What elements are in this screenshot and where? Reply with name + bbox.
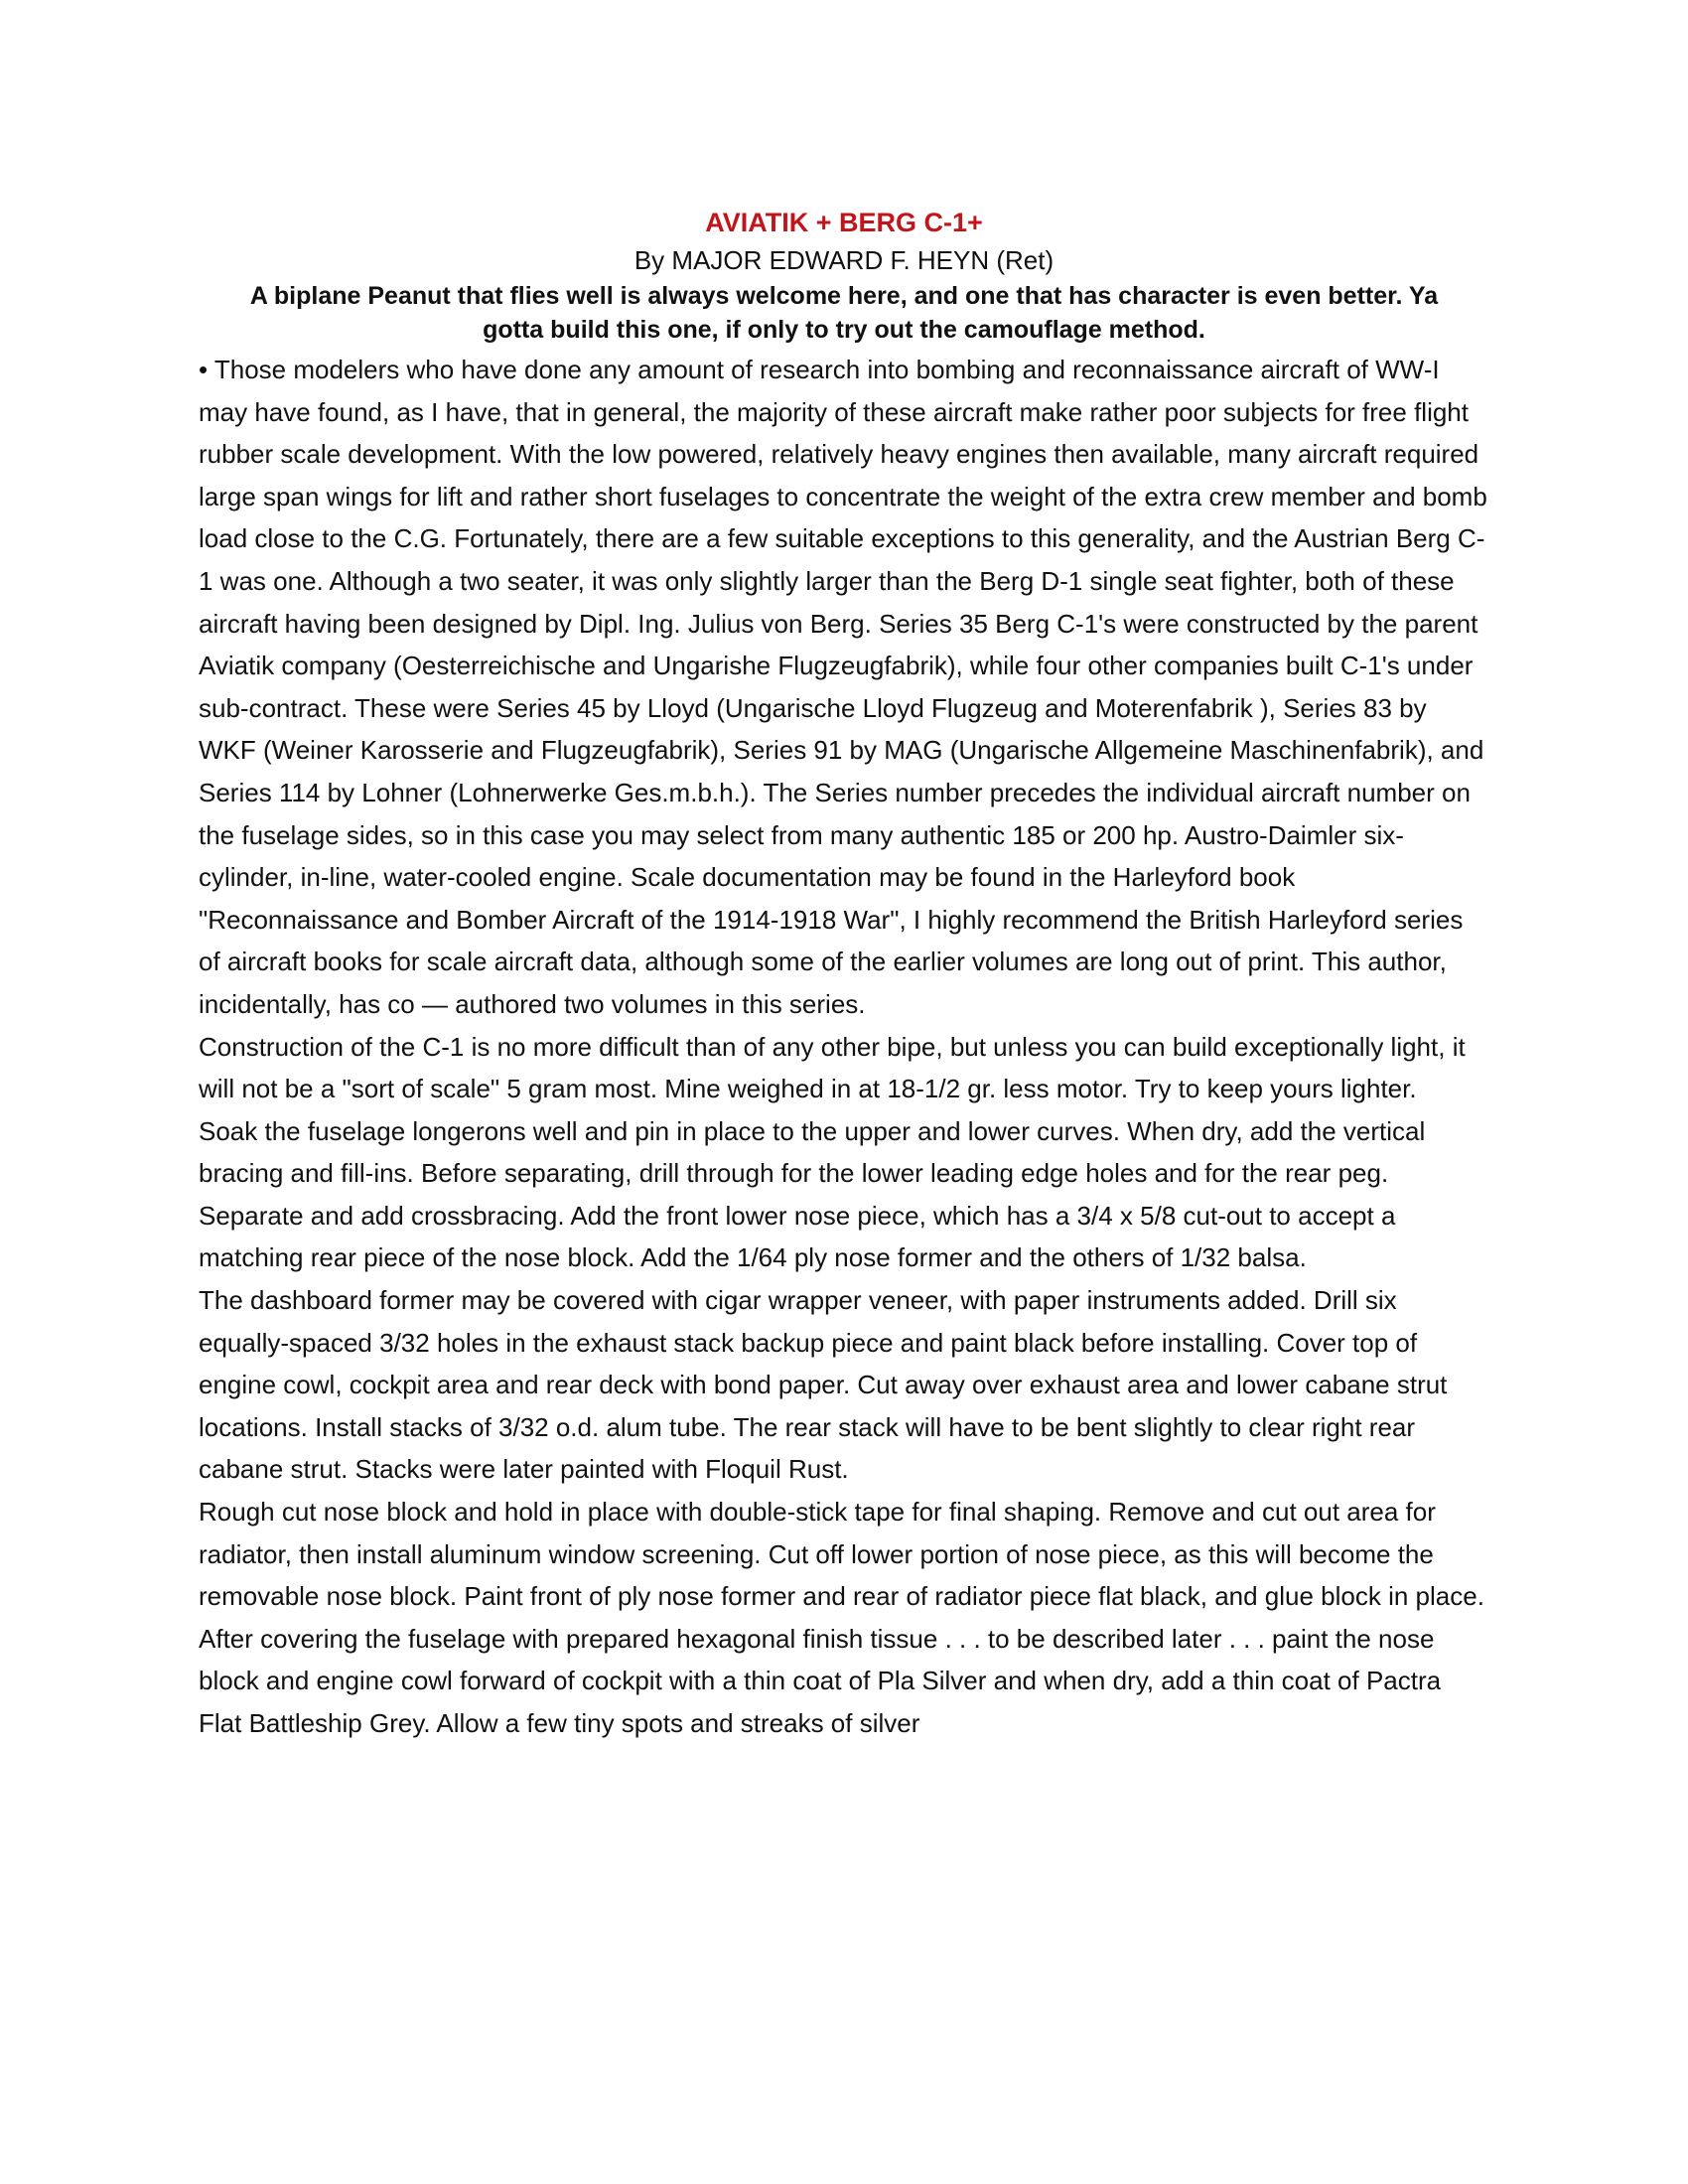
body-paragraph: • Those modelers who have done any amount of research into bombing and reconnaissance aircraft of WW-I may have found, as I have, that in general, the majority of these aircraft make rather poor subjects for free flight rubber scale development. With the low powered, relatively heavy engines then available, many aircraft required large span wings for lift and rather short fuselages to concentrate the weight of the extra crew member and bomb load close to the C.G. Fortunately, there are a few suitable exceptions to this generality, and the Austrian Berg C-1 was one. Although a two seater, it was only slightly larger than the Berg D-1 single seat fighter, both of these aircraft having been designed by Dipl. Ing. Julius von Berg. Series 35 Berg C-1's were constructed by the parent Aviatik company (Oesterreichische and Ungarishe Flugzeugfabrik), while four other companies built C-1's under sub-contract. These were Series 45 by Lloyd (Ungarische Lloyd Flugzeug and Moterenfabrik ), Series 83 by WKF (Weiner Karosserie and Flugzeugfabrik), Series 91 by MAG (Ungarische Allgemeine Maschinenfabrik), and Series 114 by Lohner (Lohnerwerke Ges.m.b.h.). The Series number precedes the individual aircraft number on the fuselage sides, so in this case you may select from many authentic 185 or 200 hp. Austro-Daimler six-cylinder, in-line, water-cooled engine. Scale documentation may be found in the Harleyford book "Reconnaissance and Bomber Aircraft of the 1914-1918 War", I highly recommend the British Harleyford series of aircraft books for scale aircraft data, although some of the earlier volumes are long out of print. This author, incidentally, has co — authored two volumes in this series. [199,355,1487,1019]
body-paragraph: Soak the fuselage longerons well and pin in place to the upper and lower curves. When dry, add the vertical bracing and fill-ins. Before separating, drill through for the lower leading edge holes and for the rear peg. Separate and add crossbracing. Add the front lower nose piece, which has a 3/4 x 5/8 cut-out to accept a matching rear piece of the nose block. Add the 1/64 ply nose former and the others of 1/32 balsa. [199,1115,1426,1273]
article-intro: A biplane Peanut that flies well is always welcome here, and one that has character is even better. Ya gotta build this one, if only to try out the camouflage method. [249,282,1439,344]
article-body [199,204,1489,1745]
body-paragraph: Construction of the C-1 is no more difficult than of any other bipe, but unless you can build exceptionally light, it will not be a "sort of scale" 5 gram most. Mine weighed in at 18-1/2 gr. less motor. Try to keep yours lighter. [199,1031,1466,1104]
article-byline: By MAJOR EDWARD F. HEYN (Ret) [633,245,1055,275]
article-title: AVIATIK + BERG C-1+ [705,208,983,237]
body-paragraph: The dashboard former may be covered with cigar wrapper veneer, with paper instruments added. Drill six equally-spaced 3/32 holes in the exhaust stack backup piece and paint black before installing. Cover top of engine cowl, cockpit area and rear deck with bond paper. Cut away over exhaust area and lower cabane strut locations. Install stacks of 3/32 o.d. alum tube. The rear stack will have to be bent slightly to clear right rear cabane strut. Stacks were later painted with Floquil Rust. [199,1285,1448,1485]
body-paragraph: Rough cut nose block and hold in place with double-stick tape for final shaping. Remove and cut out area for radiator, then install aluminum window screening. Cut off lower portion of nose piece, as this will become the removable nose block. Paint front of ply nose former and rear of radiator piece flat black, and glue block in place. After covering the fuselage with prepared hexagonal finish tissue . . . to be described later . . . paint the nose block and engine cowl forward of cockpit with a thin coat of Pla Silver and when dry, add a thin coat of Pactra Flat Battleship Grey. Allow a few tiny spots and streaks of silver [199,1497,1484,1738]
